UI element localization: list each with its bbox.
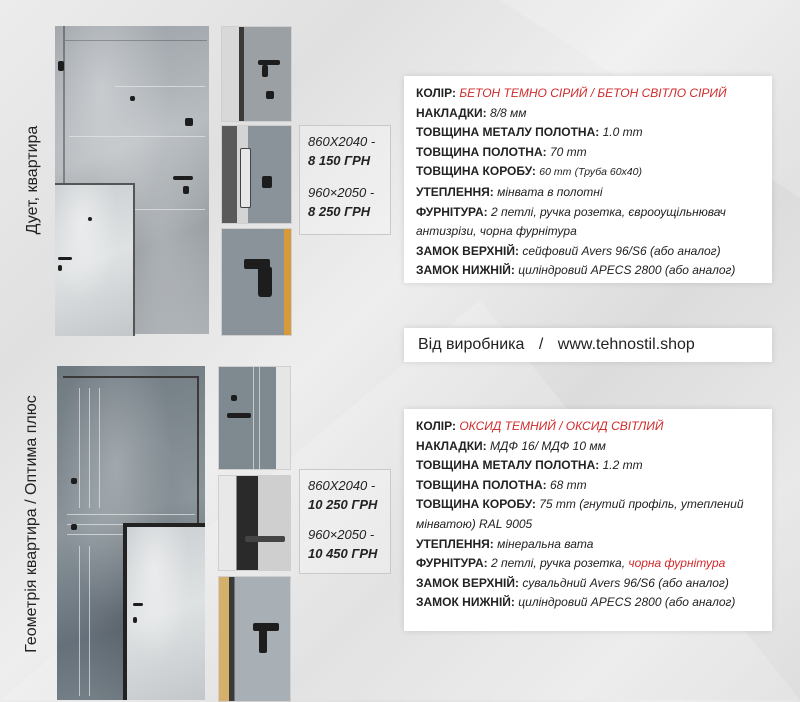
price-value: 8 250 ГРН [308, 204, 371, 219]
spec-insulation: УТЕПЛЕННЯ: мінеральна вата [416, 536, 594, 551]
price-box [299, 469, 391, 574]
price-box [299, 125, 391, 235]
website-separator: / [538, 336, 544, 353]
spec-box-thickness-cont: мінватою) RAL 9005 [416, 516, 533, 531]
spec-color: КОЛІР: БЕТОН ТЕМНО СІРИЙ / БЕТОН СВІТЛО СІРИЙ [416, 86, 727, 100]
spec-box-thickness: ТОВЩИНА КОРОБУ: 75 mm (гнутий профіль, утеплений [416, 497, 744, 512]
spec-fittings-cont: антизрізи, чорна фурнітура [416, 224, 577, 239]
spec-color: КОЛІР: ОКСИД ТЕМНИЙ / ОКСИД СВІТЛИЙ [416, 419, 664, 433]
spec-leaf-thickness: ТОВЩИНА ПОЛОТНА: 70 mm [416, 144, 587, 159]
spec-metal-thickness: ТОВЩИНА МЕТАЛУ ПОЛОТНА: 1.2 mm [416, 458, 643, 473]
price-size-label: 960×2050 - [308, 185, 375, 200]
spec-box [404, 409, 772, 631]
website-caption: Від виробника [418, 336, 525, 353]
spec-box [404, 76, 772, 283]
spec-overlays: НАКЛАДКИ: МДФ 16/ МДФ 10 мм [416, 438, 606, 453]
price-value: 10 450 ГРН [308, 546, 378, 561]
spec-leaf-thickness: ТОВЩИНА ПОЛОТНА: 68 mm [416, 477, 587, 492]
product-title: Геометрія квартира / Оптима плюс [23, 395, 40, 653]
product-title: Дует, квартира [24, 125, 41, 235]
price-size-label: 860Х2040 - [308, 134, 376, 149]
detail-photo-frame-profile [218, 475, 291, 571]
detail-photo-handle [221, 228, 292, 336]
spec-lock-bottom: ЗАМОК НИЖНІЙ: циліндровий APECS 2800 (або аналог) [416, 595, 736, 610]
price-size-label: 960×2050 - [308, 527, 375, 542]
door-inner-photo-geometria [123, 523, 205, 700]
door-inner-photo-duet [55, 183, 135, 336]
detail-photo-lock-edge [221, 125, 292, 224]
spec-box-thickness: ТОВЩИНА КОРОБУ: 60 mm (Труба 60х40) [416, 164, 642, 179]
spec-fittings: ФУРНІТУРА: 2 петлі, ручка розетка, чорна фурнітура [416, 556, 726, 571]
detail-photo-hinge-side [221, 26, 292, 122]
website-bar [404, 328, 772, 362]
price-value: 8 150 ГРН [308, 153, 371, 168]
spec-fittings: ФУРНІТУРА: 2 петлі, ручка розетка, єврооущільнювач [416, 204, 726, 219]
spec-lock-bottom: ЗАМОК НИЖНІЙ: циліндровий APECS 2800 (або аналог) [416, 263, 736, 278]
spec-metal-thickness: ТОВЩИНА МЕТАЛУ ПОЛОТНА: 1.0 mm [416, 125, 643, 140]
detail-photo-handle-outer [218, 366, 291, 470]
spec-lock-top: ЗАМОК ВЕРХНІЙ: сейфовий Avers 96/S6 (або аналог) [416, 243, 721, 258]
price-value: 10 250 ГРН [308, 497, 378, 512]
price-size-label: 860Х2040 - [308, 478, 376, 493]
spec-lock-top: ЗАМОК ВЕРХНІЙ: сувальдний Avers 96/S6 (або аналог) [416, 575, 729, 590]
spec-insulation: УТЕПЛЕННЯ: мінвата в полотні [416, 184, 603, 199]
website-link[interactable]: www.tehnostil.shop [557, 336, 695, 353]
detail-photo-handle-inner [218, 576, 291, 702]
spec-overlays: НАКЛАДКИ: 8/8 мм [416, 105, 527, 120]
